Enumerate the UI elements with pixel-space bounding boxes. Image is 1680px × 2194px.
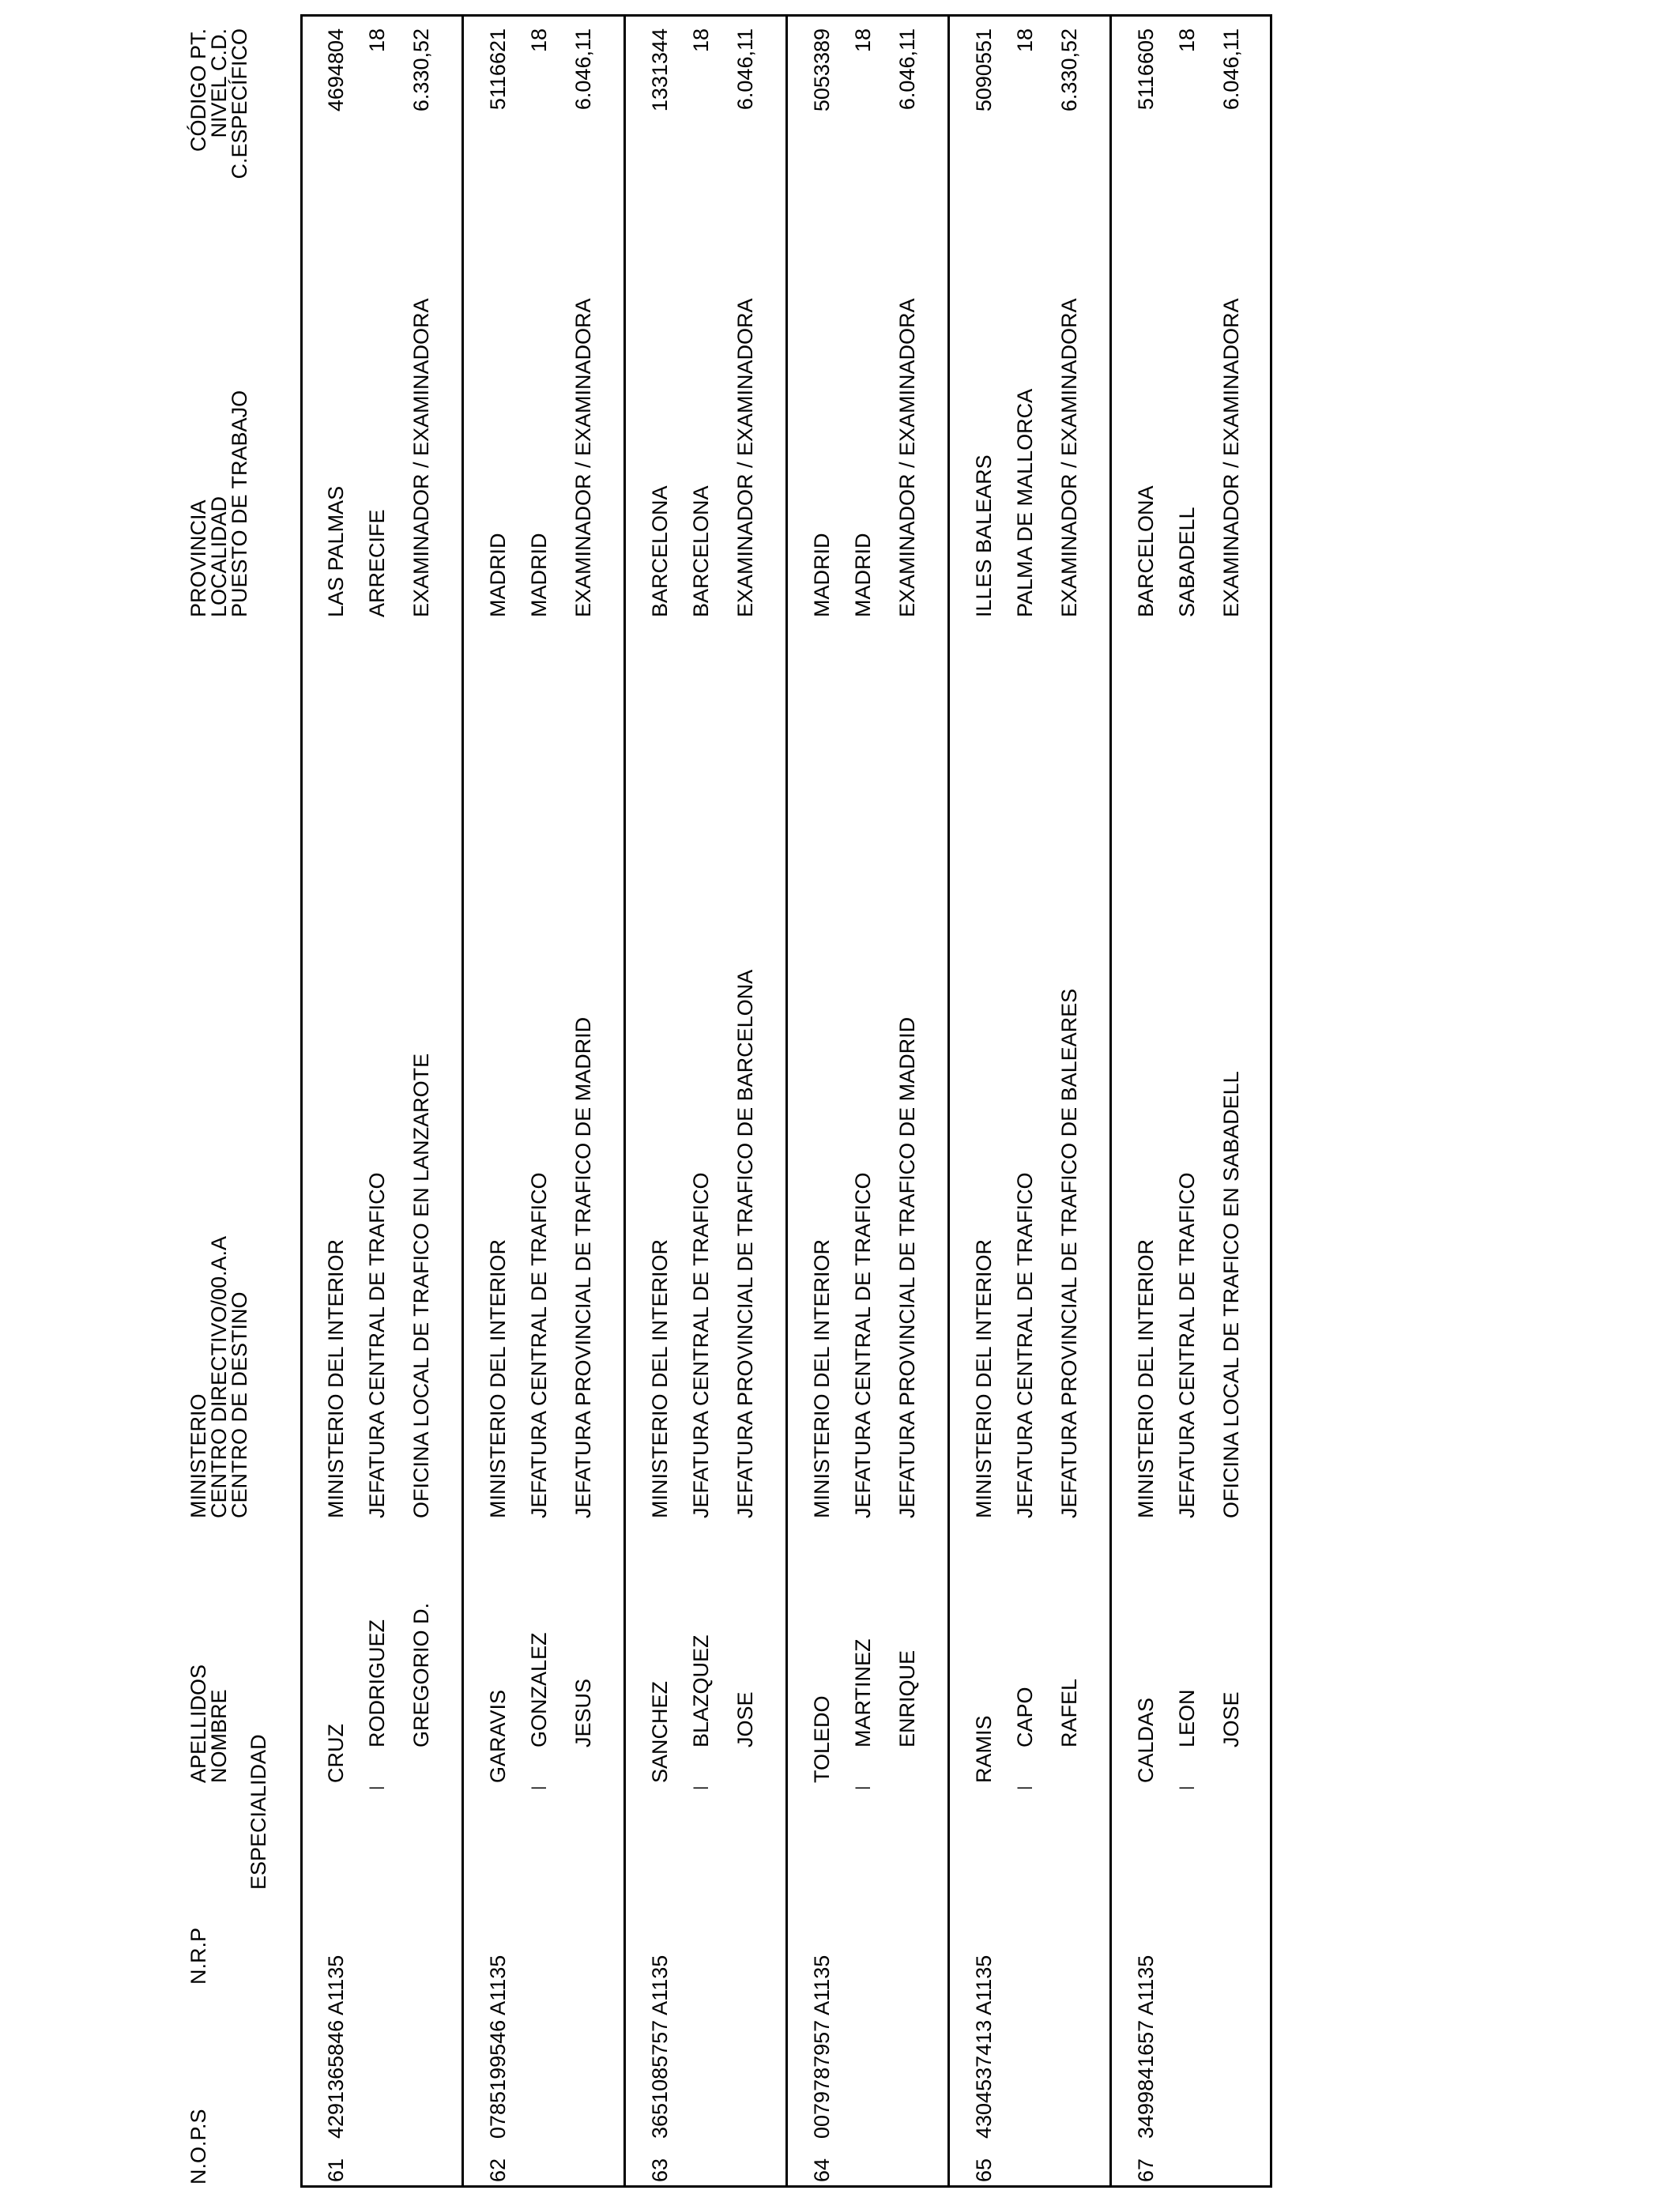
row-provincia: MADRID (810, 533, 834, 617)
row-especifico: 6.046,11 (571, 28, 595, 111)
row-nivel: 18 (1175, 28, 1199, 53)
row-especifico: 6.046,11 (895, 28, 919, 111)
row-puesto: EXAMINADOR / EXAMINADORA (733, 298, 757, 617)
row-puesto: EXAMINADOR / EXAMINADORA (1057, 298, 1081, 617)
row-centro-directivo: JEFATURA CENTRAL DE TRAFICO (1175, 1172, 1199, 1518)
row-nombre: RAFEL (1057, 1678, 1081, 1747)
row-nrp: 4304537413 A1135 (972, 1955, 996, 2139)
row-apellido2: CAPO (1013, 1687, 1037, 1747)
row-provincia: MADRID (486, 533, 510, 617)
row-apellido2: GONZALEZ (527, 1632, 551, 1747)
row-apellido2: RODRIGUEZ (365, 1619, 389, 1747)
row-ministerio: MINISTERIO DEL INTERIOR (972, 1238, 996, 1518)
row-especialidad: I (365, 1785, 389, 1790)
row-especialidad: I (689, 1785, 713, 1790)
row-ministerio: MINISTERIO DEL INTERIOR (648, 1238, 672, 1518)
row-puesto: EXAMINADOR / EXAMINADORA (895, 298, 919, 617)
header-provincia: PROVINCIA (186, 499, 210, 617)
row-localidad: BARCELONA (689, 485, 713, 617)
row-codigo: 1331344 (648, 28, 672, 112)
row-localidad: ARRECIFE (365, 509, 389, 617)
row-centro-destino: JEFATURA PROVINCIAL DE TRAFICO DE MADRID (895, 1016, 919, 1518)
row-nops: 63 (648, 2158, 672, 2182)
row-nops: 64 (810, 2158, 834, 2182)
row-codigo: 5090551 (972, 28, 996, 112)
row-nops: 65 (972, 2158, 996, 2182)
header-nops: N.O.P.S (186, 2109, 210, 2185)
row-apellido1: CRUZ (324, 1724, 348, 1783)
row-centro-directivo: JEFATURA CENTRAL DE TRAFICO (689, 1172, 713, 1518)
row-apellido2: LEON (1175, 1689, 1199, 1747)
header-centro-directivo: CENTRO DIRECTIVO/00.A.A (207, 1235, 231, 1518)
header-nivel: NIVEL C.D. (207, 28, 231, 138)
row-nrp: 3651085757 A1135 (648, 1955, 672, 2139)
header-ministerio: MINISTERIO (186, 1393, 210, 1518)
row-nombre: ENRIQUE (895, 1649, 919, 1747)
row-especialidad: I (1175, 1785, 1199, 1790)
row-centro-destino: JEFATURA PROVINCIAL DE TRAFICO DE MADRID (571, 1016, 595, 1518)
header-especialidad: ESPECIALIDAD (247, 1734, 270, 1890)
row-centro-destino: JEFATURA PROVINCIAL DE TRAFICO DE BARCELONA (733, 969, 757, 1518)
row-especialidad: I (1013, 1785, 1037, 1790)
row-puesto: EXAMINADOR / EXAMINADORA (409, 298, 433, 617)
row-divider (947, 14, 950, 2188)
row-nrp: 4291365846 A1135 (324, 1955, 348, 2139)
row-localidad: MADRID (527, 533, 551, 617)
row-apellido1: RAMIS (972, 1715, 996, 1783)
row-puesto: EXAMINADOR / EXAMINADORA (571, 298, 595, 617)
row-centro-directivo: JEFATURA CENTRAL DE TRAFICO (1013, 1172, 1037, 1518)
header-apellidos: APELLIDOS (186, 1664, 210, 1783)
row-codigo: 5116605 (1134, 28, 1158, 111)
row-nivel: 18 (527, 28, 551, 53)
row-especifico: 6.330,52 (1057, 28, 1081, 112)
row-centro-directivo: JEFATURA CENTRAL DE TRAFICO (365, 1172, 389, 1518)
row-ministerio: MINISTERIO DEL INTERIOR (486, 1238, 510, 1518)
row-nivel: 18 (1013, 28, 1037, 53)
row-centro-destino: OFICINA LOCAL DE TRAFICO EN SABADELL (1219, 1071, 1243, 1518)
row-codigo: 4694804 (324, 28, 348, 112)
row-divider (623, 14, 626, 2188)
row-nops: 62 (486, 2158, 510, 2182)
row-nops: 67 (1134, 2158, 1158, 2182)
header-nrp: N.R.P (186, 1927, 210, 1985)
row-provincia: ILLES BALEARS (972, 454, 996, 617)
row-apellido2: BLAZQUEZ (689, 1634, 713, 1747)
row-provincia: BARCELONA (1134, 485, 1158, 617)
row-centro-directivo: JEFATURA CENTRAL DE TRAFICO (851, 1172, 875, 1518)
row-nombre: JESUS (571, 1678, 595, 1747)
row-nivel: 18 (365, 28, 389, 53)
row-especifico: 6.330,52 (409, 28, 433, 112)
row-puesto: EXAMINADOR / EXAMINADORA (1219, 298, 1243, 617)
row-codigo: 5116621 (486, 28, 510, 111)
row-nivel: 18 (689, 28, 713, 53)
header-localidad: LOCALIDAD (207, 496, 231, 617)
header-centro-destino: CENTRO DE DESTINO (228, 1291, 251, 1518)
row-ministerio: MINISTERIO DEL INTERIOR (1134, 1238, 1158, 1518)
row-centro-destino: JEFATURA PROVINCIAL DE TRAFICO DE BALEARES (1057, 988, 1081, 1518)
row-especifico: 6.046,11 (733, 28, 757, 111)
row-divider (461, 14, 464, 2188)
row-apellido1: SANCHEZ (648, 1680, 672, 1783)
row-nombre: JOSE (733, 1691, 757, 1747)
row-nombre: GREGORIO D. (409, 1602, 433, 1747)
row-provincia: BARCELONA (648, 485, 672, 617)
header-especifico: C.ESPECÍFICO (228, 28, 251, 179)
row-localidad: SABADELL (1175, 507, 1199, 617)
row-nivel: 18 (851, 28, 875, 53)
row-nops: 61 (324, 2158, 348, 2182)
row-nrp: 3499841657 A1135 (1134, 1955, 1158, 2139)
header-puesto: PUESTO DE TRABAJO (228, 390, 251, 617)
header-codigo: CÓDIGO PT. (186, 28, 210, 153)
row-apellido1: GARAVIS (486, 1689, 510, 1783)
row-especifico: 6.046,11 (1219, 28, 1243, 111)
row-especialidad: I (851, 1785, 875, 1790)
header-nombre: NOMBRE (207, 1689, 231, 1783)
row-localidad: MADRID (851, 533, 875, 617)
row-divider (1109, 14, 1112, 2188)
row-nrp: 0079787957 A1135 (810, 1955, 834, 2139)
row-codigo: 5053389 (810, 28, 834, 112)
row-apellido1: TOLEDO (810, 1695, 834, 1783)
row-nrp: 0785199546 A1135 (486, 1955, 510, 2139)
row-ministerio: MINISTERIO DEL INTERIOR (810, 1238, 834, 1518)
row-provincia: LAS PALMAS (324, 485, 348, 617)
row-centro-destino: OFICINA LOCAL DE TRAFICO EN LANZAROTE (409, 1053, 433, 1518)
row-especialidad: I (527, 1785, 551, 1790)
row-localidad: PALMA DE MALLORCA (1013, 388, 1037, 617)
row-nombre: JOSE (1219, 1691, 1243, 1747)
row-ministerio: MINISTERIO DEL INTERIOR (324, 1238, 348, 1518)
row-divider (785, 14, 788, 2188)
row-centro-directivo: JEFATURA CENTRAL DE TRAFICO (527, 1172, 551, 1518)
row-apellido2: MARTINEZ (851, 1638, 875, 1747)
row-apellido1: CALDAS (1134, 1697, 1158, 1783)
